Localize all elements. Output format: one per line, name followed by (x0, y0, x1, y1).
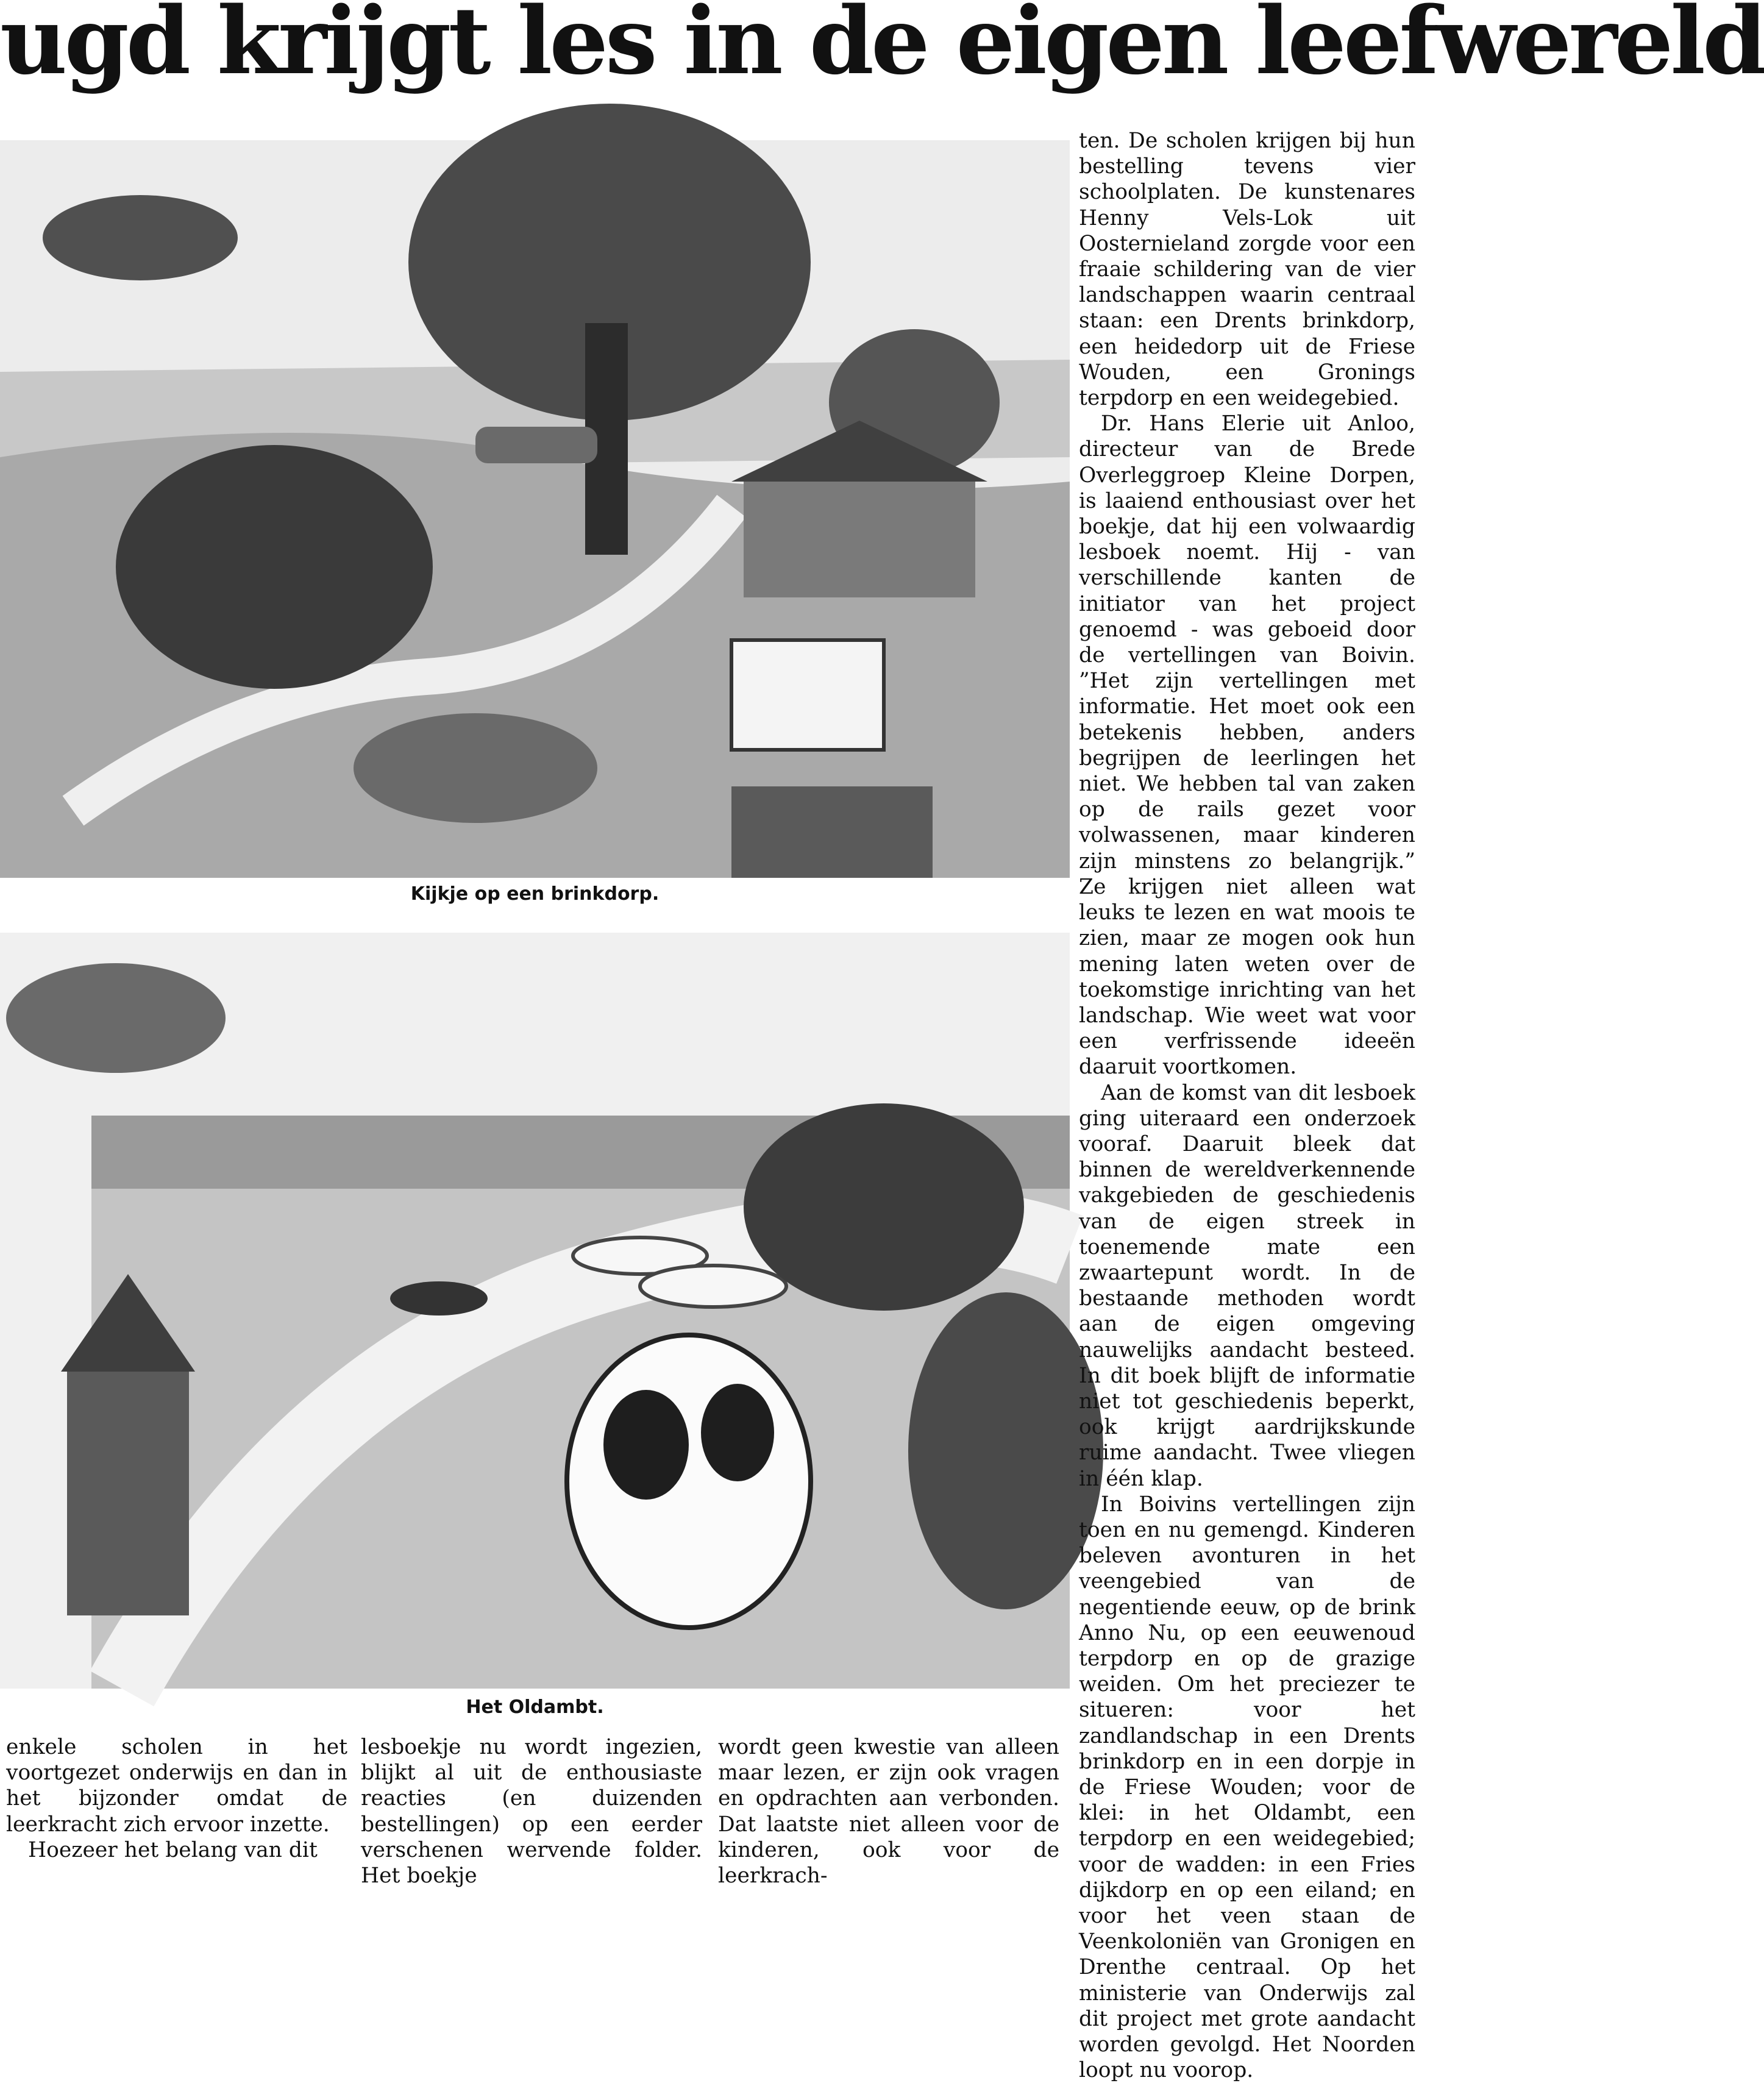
bottom-column-3 (718, 1734, 1059, 1889)
bottom-column-1 (6, 1734, 347, 1882)
paragraph: Dr. Hans Elerie uit Anloo, directeur van de Brede Overleggroep Kleine Dorpen, is laaiend enthousiast over het boekje, dat hij een volwaardig lesboek noemt. Hij - van verschillende kanten de initiator van het project genoemd - was geboeid door de vertellingen van Boivin. ”Het zijn vertellingen met informatie. Het moet ook een betekenis hebben, anders begrijpen de leerlingen het niet. We hebben tal van zaken op de rails gezet voor volwassenen, maar kinderen zijn minstens zo belangrijk.” Ze krijgen niet alleen wat leuks te lezen en wat moois te zien, maar ze mogen ook hun mening laten weten over de toekomstige inrichting van het landschap. Wie weet wat voor een verfrissende ideeën daaruit voortkomen. (1079, 411, 1415, 1080)
illustration-brinkdorp (0, 140, 1070, 878)
caption-oldambt: Het Oldambt. (466, 1697, 604, 1718)
paragraph: Hoezeer het belang van dit (28, 1837, 318, 1862)
paragraph: In Boivins vertellingen zijn toen en nu gemengd. Kinderen beleven avonturen in het veengebied van de negentiende eeuw, op de brink Anno Nu, op een eeuwenoud terpdorp en op de grazige weiden. Om het preciezer te situeren: voor het zandlandschap in een Drents brinkdorp en in een dorpje in de Friese Wouden; voor de klei: in het Oldambt, een terpdorp en een weidegebied; voor de wadden: in een Fries dijkdorp en op een eiland; en voor het veen staan de Veenkoloniën van Gronigen en Drenthe centraal. Op het ministerie van Onderwijs zal dit project met grote aandacht worden gevolgd. Het Noorden loopt nu voorop. (1079, 1492, 1415, 2083)
caption-brinkdorp: Kijkje op een brinkdorp. (410, 883, 660, 905)
illustration-oldambt (0, 933, 1070, 1689)
oldambt-drawing (0, 933, 1070, 1689)
right-column (1079, 128, 1415, 2083)
paragraph: enkele scholen in het voortgezet onderwijs en dan in het bijzonder omdat de leerkracht zich ervoor inzette. (6, 1735, 347, 1837)
brinkdorp-drawing (0, 140, 1070, 878)
paragraph: lesboekje nu wordt ingezien, blijkt al uit de enthousiaste reacties (en duizenden bestellingen) op een eerder verschenen wervende folder. Het boekje (361, 1735, 702, 1889)
bottom-column-2 (361, 1734, 702, 1889)
paragraph: wordt geen kwestie van alleen maar lezen, er zijn ook vragen en opdrachten aan verbonden. Dat laatste niet alleen voor de kinderen, ook voor de leerkrach- (718, 1735, 1059, 1889)
paragraph: ten. De scholen krijgen bij hun bestelling tevens vier schoolplaten. De kunstenares Henny Vels-Lok uit Oosternieland zorgde voor een fraaie schildering van de vier landschappen waarin centraal staan: een Drents brinkdorp, een heidedorp uit de Friese Wouden, een Gronings terpdorp en een weidegebied. (1079, 129, 1415, 411)
headline: ugd krijgt les in de eigen leefwereld (0, 0, 1764, 95)
paragraph: Aan de komst van dit lesboek ging uiteraard een onderzoek vooraf. Daaruit bleek dat binnen de wereldverkennende vakgebieden de geschiedenis van de eigen streek in toenemende mate een zwaartepunt wordt. In de bestaande methoden wordt aan de eigen omgeving nauwelijks aandacht besteed. In dit boek blijft de informatie niet tot geschiedenis beperkt, ook krijgt aardrijkskunde ruime aandacht. Twee vliegen in één klap. (1079, 1080, 1415, 1491)
